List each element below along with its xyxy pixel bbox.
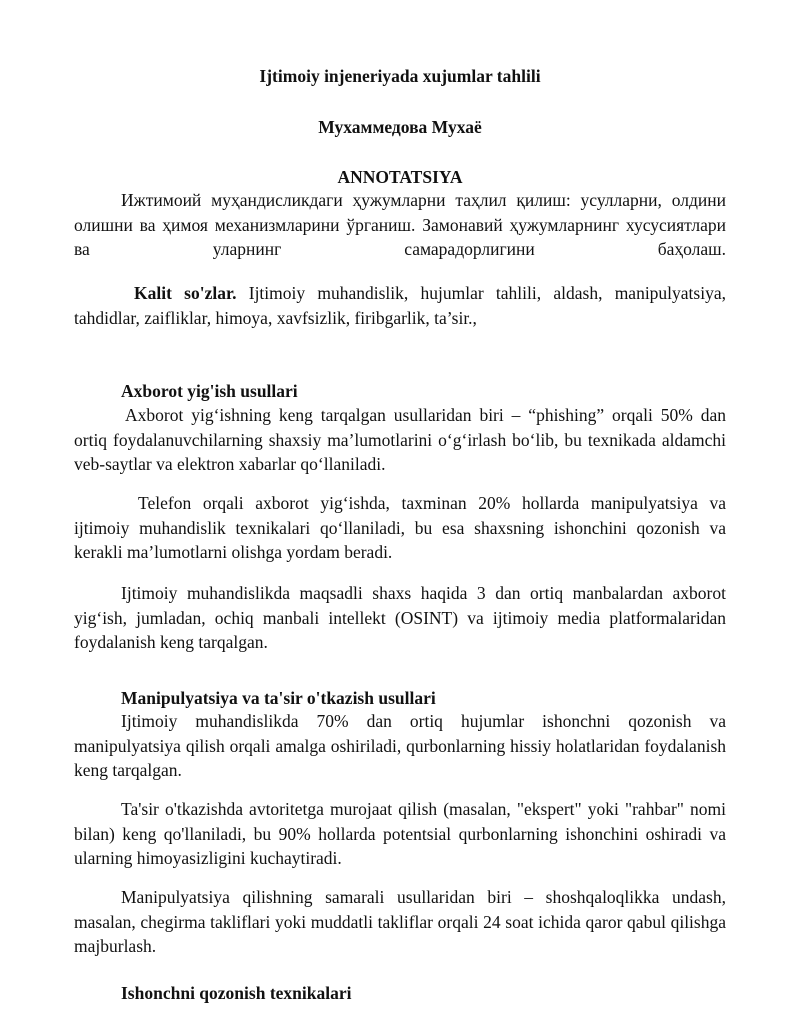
document-title: Ijtimoiy injeneriyada xujumlar tahlili [259, 66, 541, 86]
keywords-text: Ijtimoiy muhandislik, hujumlar tahlili, aldash, manipulyatsiya, tahdidlar, zaifliklar, himoya, xavfsizlik, firibgarlik, ta’sir., [74, 283, 726, 328]
annotation-text: Ижтимоий муҳандисликдаги ҳужумларни таҳлил қилиш: усулларни, олдини олишни ва ҳимоя механизмларини ўрганиш. Замонавий ҳужумларнинг хусусиятлари ва уларнинг самарадорлигини баҳолаш. [74, 190, 726, 260]
keywords-paragraph [74, 281, 726, 330]
section-paragraph: Manipulyatsiya qilishning samarali usullaridan biri – shoshqaloqlikka undash, masalan, chegirma takliflari yoki muddatli takliflar orqali 24 soat ichida qaror qabul qilishga majburlash. [74, 887, 726, 957]
section-paragraph: Axborot yig‘ishning keng tarqalgan usullaridan biri – “phishing” orqali 50% dan ortiq foydalanuvchilarning shaxsiy ma’lumotlarini o‘g‘irlash bo‘lib, bu texnikada aldamchi veb-saytlar va elektron xabarlar qo‘llaniladi. [74, 405, 726, 475]
keywords-label: Kalit so'zlar. [134, 283, 237, 303]
document-author: Мухаммедова Мухаё [318, 117, 482, 137]
section-paragraph: Ijtimoiy muhandislikda 70% dan ortiq hujumlar ishonchni qozonish va manipulyatsiya qilish orqali amalga oshiriladi, qurbonlarning hissiy holatlaridan foydalanish keng tarqalgan. [74, 711, 726, 781]
section-paragraph: Ijtimoiy muhandislikda maqsadli shaxs haqida 3 dan ortiq manbalardan axborot yig‘ish, jumladan, ochiq manbali intellekt (OSINT) va ijtimoiy media platformalaridan foydalanish keng tarqalgan. [74, 583, 726, 653]
section-paragraph: Telefon orqali axborot yig‘ishda, taxminan 20% hollarda manipulyatsiya va ijtimoiy muhandislik texnikalari qo‘llaniladi, bu esa shaxsning ishonchini qozonish va kerakli ma’lumotlarni olishga yordam beradi. [74, 493, 726, 563]
section-heading: Manipulyatsiya va ta'sir o'tkazish usullari [121, 688, 436, 708]
section-heading: Axborot yig'ish usullari [121, 381, 298, 401]
annotation-heading: ANNOTATSIYA [337, 167, 463, 187]
section-paragraph: Ta'sir o'tkazishda avtoritetga murojaat qilish (masalan, "ekspert" yoki "rahbar" nomi bilan) keng qo'llaniladi, bu 90% hollarda potentsial qurbonlarning ishonchini oshiradi va ularning himoyasizligini kuchaytiradi. [74, 799, 726, 869]
section-heading: Ishonchni qozonish texnikalari [121, 983, 352, 1003]
